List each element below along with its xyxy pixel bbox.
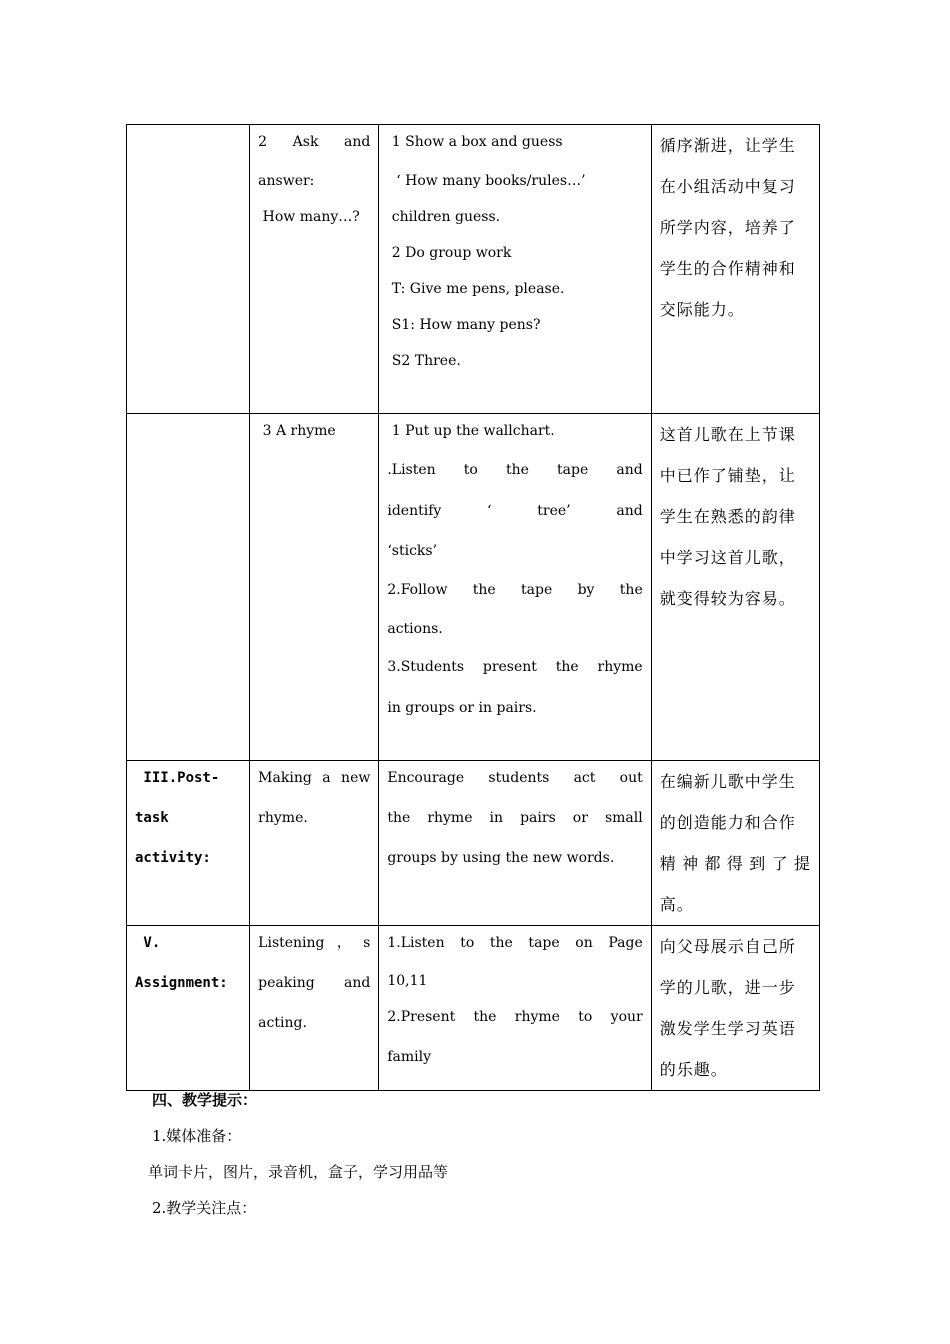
stage-line: V. <box>135 935 161 951</box>
stage-cell <box>127 761 250 926</box>
process-line: ‘sticks’ <box>387 543 438 559</box>
purpose-cell <box>651 414 819 761</box>
process-line: 2 Do group work <box>387 245 512 261</box>
lesson-plan-table <box>126 124 820 1091</box>
process-line: .Listen to the tape and <box>387 462 643 478</box>
focus-label: 2.教学关注点： <box>152 1199 257 1217</box>
process-line: ‘ How many books/rules…’ <box>387 173 586 189</box>
stage-line: III.Post- <box>135 770 220 786</box>
purpose-line: 就变得较为容易。 <box>659 589 796 608</box>
purpose-line: 精神都得到了提 <box>659 854 811 873</box>
task-line: How many…? <box>258 209 360 225</box>
purpose-line: 学生的合作精神和 <box>659 259 796 278</box>
process-line: family <box>387 1049 432 1065</box>
purpose-cell <box>651 125 819 414</box>
purpose-line: 的创造能力和合作 <box>659 813 796 832</box>
table-row <box>127 125 820 414</box>
process-line: 2.Follow the tape by the <box>387 582 643 598</box>
process-line: 10,11 <box>387 973 428 989</box>
table-row <box>127 926 820 1091</box>
process-cell <box>379 761 651 926</box>
process-line: 1.Listen to the tape on Page <box>387 935 643 951</box>
process-line: in groups or in pairs. <box>387 700 537 716</box>
process-line: T: Give me pens, please. <box>387 281 565 297</box>
process-line: children guess. <box>387 209 501 225</box>
stage-line: Assignment: <box>135 975 228 991</box>
purpose-line: 交际能力。 <box>659 300 745 319</box>
purpose-line: 学生在熟悉的韵律 <box>659 507 796 526</box>
purpose-line: 中学习这首儿歌， <box>659 548 796 567</box>
purpose-line: 这首儿歌在上节课 <box>659 425 796 444</box>
stage-line: task <box>135 810 169 826</box>
process-line: Encourage students act out <box>387 770 643 786</box>
process-line: groups by using the new words. <box>387 850 615 866</box>
stage-cell <box>127 414 250 761</box>
purpose-line: 循序渐进，让学生 <box>659 136 796 155</box>
process-cell <box>379 125 651 414</box>
purpose-line: 高。 <box>659 895 694 914</box>
purpose-line: 学的儿歌，进一步 <box>659 978 796 997</box>
media-label: 1.媒体准备： <box>152 1127 242 1145</box>
purpose-line: 激发学生学习英语 <box>659 1019 796 1038</box>
task-cell <box>250 761 379 926</box>
process-line: identify ‘ tree’ and <box>387 503 643 519</box>
process-line: 1 Put up the wallchart. <box>387 423 555 439</box>
task-line: Making a new <box>258 770 371 786</box>
stage-line: activity: <box>135 850 211 866</box>
stage-cell <box>127 125 250 414</box>
task-cell <box>250 125 379 414</box>
task-cell <box>250 926 379 1091</box>
table-row <box>127 761 820 926</box>
section-heading: 四、教学提示： <box>152 1091 258 1109</box>
task-line: acting. <box>258 1015 307 1031</box>
purpose-line: 在编新儿歌中学生 <box>659 772 796 791</box>
purpose-line: 中已作了铺垫，让 <box>659 466 796 485</box>
teaching-tips <box>148 1088 449 1232</box>
task-line: peaking and <box>258 975 371 991</box>
task-line: rhyme. <box>258 810 308 826</box>
process-line: S2 Three. <box>387 353 461 369</box>
task-line: 2 Ask and <box>258 134 371 150</box>
process-line: 1 Show a box and guess <box>387 134 563 150</box>
purpose-cell <box>651 761 819 926</box>
process-cell <box>379 414 651 761</box>
process-line: 3.Students present the rhyme <box>387 659 643 675</box>
task-line: Listening，s <box>258 935 371 951</box>
process-line: the rhyme in pairs or small <box>387 810 643 826</box>
purpose-line: 所学内容，培养了 <box>659 218 796 237</box>
stage-cell <box>127 926 250 1091</box>
process-line: 2.Present the rhyme to your <box>387 1009 643 1025</box>
table-row <box>127 414 820 761</box>
purpose-line: 向父母展示自己所 <box>659 937 796 956</box>
purpose-line: 的乐趣。 <box>659 1060 728 1079</box>
task-line: answer: <box>258 173 315 189</box>
process-line: actions. <box>387 621 443 637</box>
task-line: 3 A rhyme <box>258 423 336 439</box>
process-line: S1: How many pens? <box>387 317 541 333</box>
task-cell <box>250 414 379 761</box>
process-cell <box>379 926 651 1091</box>
media-items: 单词卡片，图片，录音机，盒子，学习用品等 <box>148 1163 449 1181</box>
purpose-line: 在小组活动中复习 <box>659 177 796 196</box>
purpose-cell <box>651 926 819 1091</box>
